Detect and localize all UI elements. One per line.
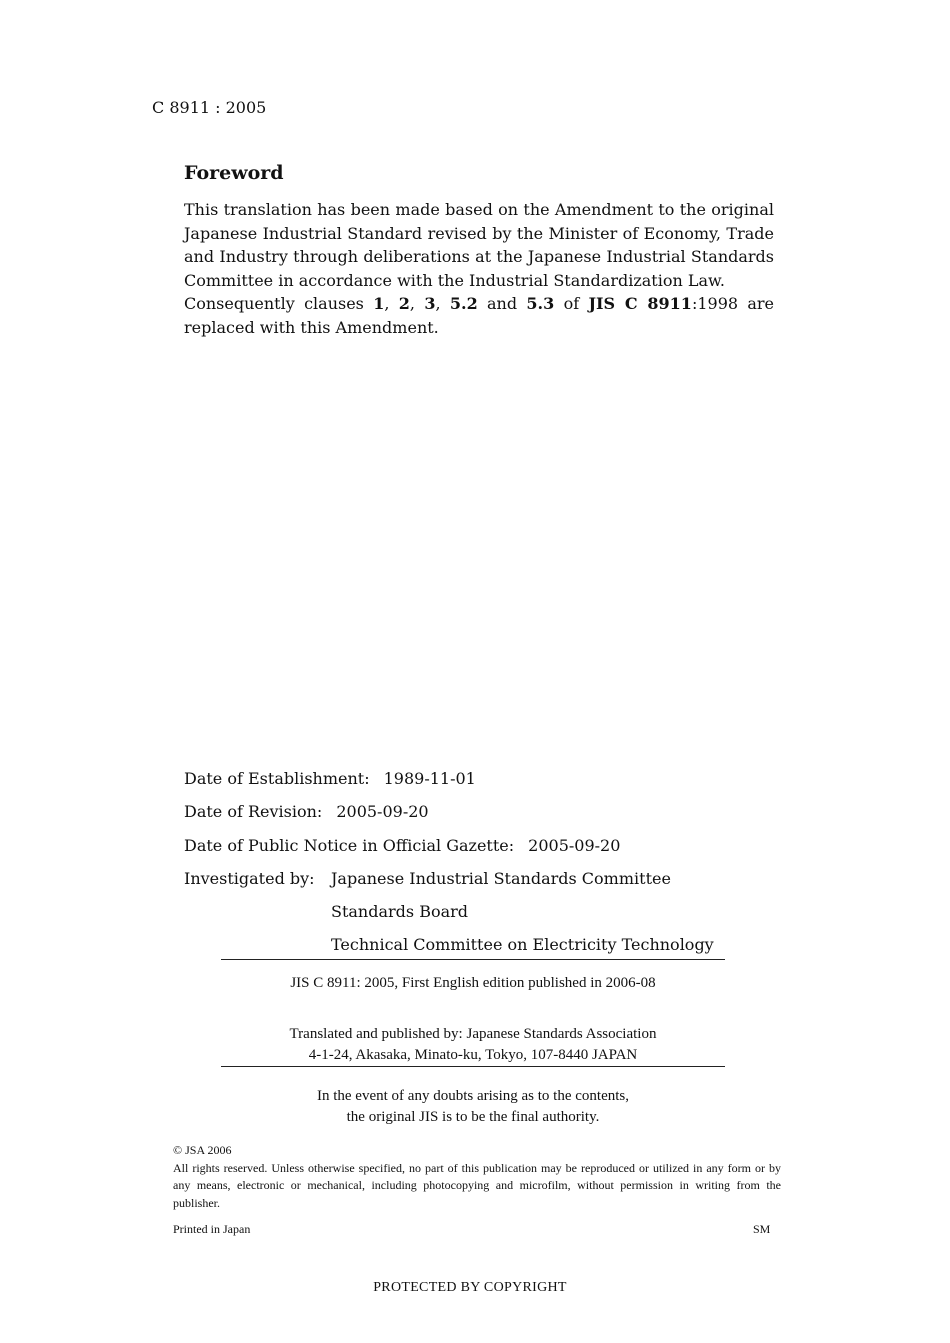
investigated-line: Standards Board <box>331 902 469 921</box>
establishment-label: Date of Establishment: <box>184 769 370 788</box>
divider <box>221 959 725 960</box>
clause-ref: 1 <box>373 294 385 314</box>
establishment-value: 1989-11-01 <box>383 769 476 788</box>
clause-sep: , <box>384 294 399 314</box>
clause-ref: 5.2 <box>449 294 478 314</box>
clause-ref: 5.3 <box>526 294 555 314</box>
clause-ref: 3 <box>424 294 436 314</box>
foreword-paragraph-2 <box>184 292 774 339</box>
gazette-value: 2005-09-20 <box>528 836 621 855</box>
investigated-line: Japanese Industrial Standards Committee <box>331 869 671 888</box>
investigated-label: Investigated by: <box>184 869 315 888</box>
standard-ref: JIS C 8911 <box>588 294 692 314</box>
authority-line-2: the original JIS is to be the final authority. <box>346 1109 600 1125</box>
copyright-watermark: PROTECTED BY COPYRIGHT <box>373 1280 567 1295</box>
revision-label: Date of Revision: <box>184 802 323 821</box>
gazette-date-row <box>184 836 620 855</box>
foreword-title: Foreword <box>184 162 284 184</box>
clause-text: and <box>477 294 527 314</box>
revision-value: 2005-09-20 <box>336 802 429 821</box>
rights-statement: All rights reserved. Unless otherwise specified, no part of this publication may be reproduced or utilized in any form or by any means, electronic or mechanical, including photocopying and microfilm, without permission in writing from the publisher. <box>173 1160 781 1210</box>
publisher-line-1: Translated and published by: Japanese Standards Association <box>289 1026 657 1042</box>
clause-sep: , <box>435 294 450 314</box>
copyright-block <box>173 1142 781 1212</box>
copyright-notice: © JSA 2006 <box>173 1143 232 1157</box>
publisher-address: 4-1-24, Akasaka, Minato-ku, Tokyo, 107-8440 JAPAN <box>308 1047 638 1063</box>
print-code: SM <box>753 1222 771 1236</box>
foreword-paragraph-1: This translation has been made based on the Amendment to the original Japanese Industrial Standard revised by the Minister of Economy, Trade and Industry through deliberations at the Japanese Industrial Standards Committee in accordance with the Industrial Standardization Law. <box>184 200 774 290</box>
divider <box>221 1066 725 1067</box>
printed-in: Printed in Japan <box>173 1222 251 1236</box>
foreword-body <box>184 198 774 340</box>
investigated-line: Technical Committee on Electricity Technology <box>331 935 714 954</box>
gazette-label: Date of Public Notice in Official Gazette: <box>184 836 515 855</box>
clause-text: Consequently clauses <box>184 294 374 314</box>
clause-sep: , <box>409 294 425 314</box>
edition-info: JIS C 8911: 2005, First English edition published in 2006-08 <box>290 975 656 991</box>
clause-ref: 2 <box>398 294 410 314</box>
establishment-date-row <box>184 769 476 788</box>
document-id: C 8911 : 2005 <box>152 98 267 117</box>
authority-line-1: In the event of any doubts arising as to the contents, <box>316 1088 629 1104</box>
clause-text: of <box>554 294 589 314</box>
clause-text: :1998 are replaced with this Amendment. <box>184 294 775 337</box>
revision-date-row <box>184 802 429 821</box>
